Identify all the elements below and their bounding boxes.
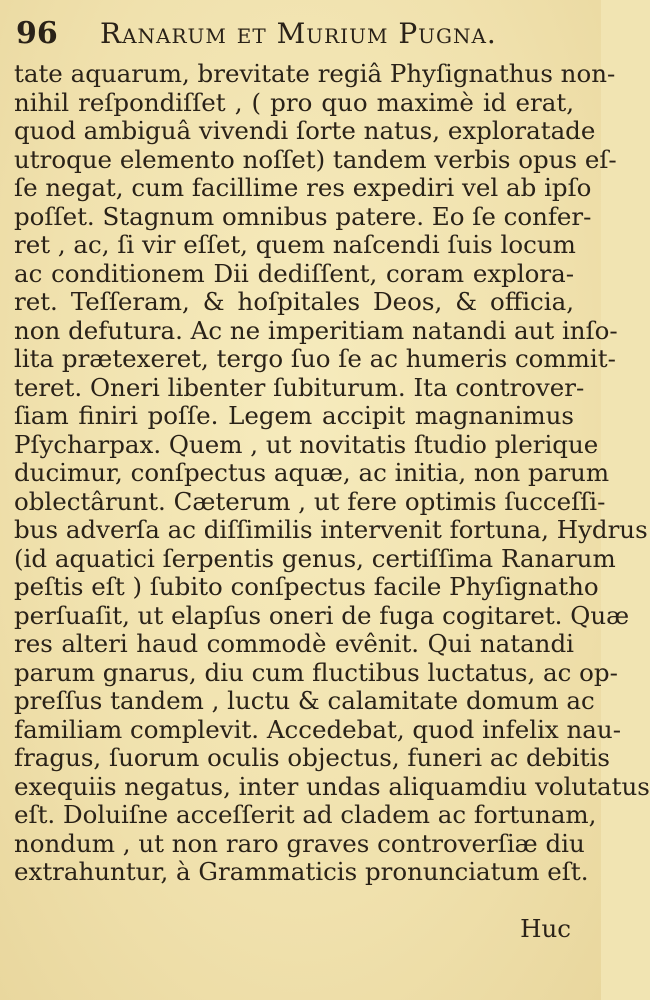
text-line: ſiam finiri poſſe. Legem accipit magnanimus (14, 401, 574, 430)
page-header (16, 14, 591, 54)
text-line: teret. Oneri libenter ſubiturum. Ita controver- (14, 372, 585, 402)
text-line: oblectârunt. Cæterum , ut fere optimis ſucceſſi- (14, 486, 606, 516)
running-title: Ranarum et Murium Pugna. (100, 17, 497, 50)
text-line: tate aquarum, brevitate regiâ Phyſignathus non- (14, 59, 616, 88)
page-number: 96 (16, 16, 58, 51)
text-line: ret , ac, ſi vir eſſet, quem naſcendi ſuis locum (14, 230, 576, 259)
body-text (14, 59, 650, 887)
text-line: fragus, ſuorum oculis objectus, funeri ac debitis (14, 743, 610, 772)
text-line: parum gnarus, diu cum fluctibus luctatus, ac op- (14, 657, 618, 687)
text-line: utroque elemento noſſet) tandem verbis opus eſ- (14, 144, 617, 174)
text-line: preſſus tandem , luctu & calamitate domum ac (14, 686, 595, 715)
text-line: nihil reſpondiſſet , ( pro quo maximè id erat, (14, 87, 574, 117)
text-line: (id aquatici ſerpentis genus, certiſſima Ranarum (14, 543, 616, 573)
text-line: poſſet. Stagnum omnibus patere. Eo ſe confer- (14, 201, 592, 231)
text-line: ducimur, conſpectus aquæ, ac initia, non parum (14, 458, 610, 487)
text-line: exequiis negatus, inter undas aliquamdiu volutatus (14, 771, 650, 801)
text-line: quod ambiguâ vivendi ſorte natus, exploratade (14, 116, 596, 145)
text-line: peſtis eſt ) ſubito conſpectus facile Phyſignatho (14, 572, 599, 601)
text-line: ac conditionem Dii dediſſent, coram explora- (14, 258, 574, 288)
text-line: eſt. Doluiſne acceſſerit ad cladem ac fortunam, (14, 800, 597, 829)
text-line: lita prætexeret, tergo ſuo ſe ac humeris commit- (14, 344, 616, 373)
text-line: res alteri haud commodè evênit. Qui natandi (14, 629, 574, 658)
text-line: non defutura. Ac ne imperitiam natandi aut inſo- (14, 315, 618, 345)
text-line: ret. Teſſeram, & hoſpitales Deos, & officia, (14, 287, 574, 316)
text-line: perſuaſit, ut elapſus oneri de fuga cogitaret. Quæ (14, 600, 630, 630)
catchword: Huc (520, 914, 571, 943)
text-line: ſe negat, cum facillime res expediri vel ab ipſo (14, 173, 592, 202)
text-line: familiam complevit. Accedebat, quod infelix nau- (14, 714, 621, 744)
text-line: bus adverſa ac diſſimilis intervenit fortuna, Hydrus (14, 515, 648, 544)
text-line: Pſycharpax. Quem , ut novitatis ſtudio plerique (14, 429, 599, 459)
text-line: extrahuntur, à Grammaticis pronunciatum eſt. (14, 857, 589, 886)
text-line: nondum , ut non raro graves controverſiæ diu (14, 828, 585, 858)
